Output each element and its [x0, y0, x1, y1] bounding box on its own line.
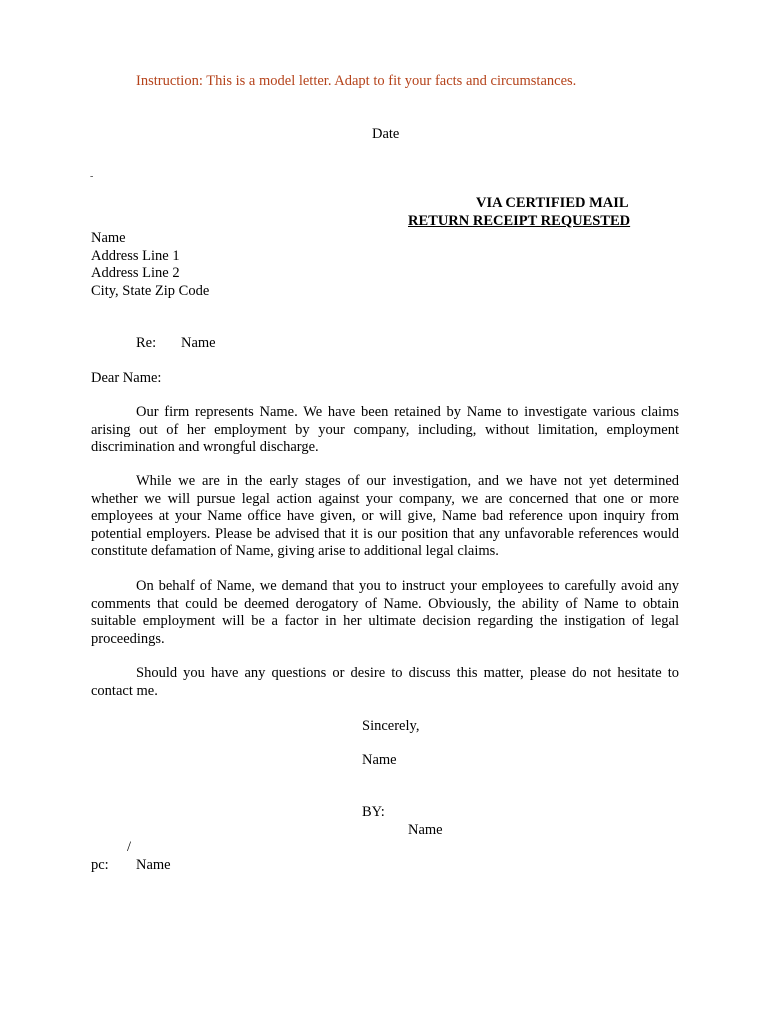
body-paragraph: While we are in the early stages of our investigation, and we have not yet determined whether we will pursue legal action against your company, we are concerned that one or more employees at your Name office have given, or will give, Name bad reference upon inquiry from potential employers. Please be advised that it is our position that any unfavorable references would constitute defamation of Name, giving arise to additional legal claims.: [91, 473, 679, 559]
delivery-method: VIA CERTIFIED MAIL: [476, 195, 629, 211]
letter-date: Date: [372, 126, 400, 142]
re-label: Re:: [136, 335, 157, 351]
delivery-receipt: RETURN RECEIPT REQUESTED: [408, 213, 631, 229]
body-paragraph: Our firm represents Name. We have been retained by Name to investigate various claims arising out of her employment by your company, including, without limitation, employment discrimination and wrongful discharge.: [91, 404, 679, 455]
closing-by-label: BY:: [362, 804, 385, 820]
recipient-address-line-2: Address Line 2: [91, 265, 180, 281]
instruction-note: Instruction: This is a model letter. Adapt to fit your facts and circumstances.: [136, 73, 577, 89]
closing-firm-name: Name: [362, 752, 397, 768]
dash-mark: -: [90, 171, 94, 182]
initials-slash: /: [127, 839, 132, 855]
recipient-address-line-1: Address Line 1: [91, 248, 180, 264]
pc-value: Name: [136, 857, 171, 873]
recipient-name: Name: [91, 230, 126, 246]
pc-label: pc:: [91, 857, 109, 873]
re-value: Name: [181, 335, 216, 351]
closing-signer-name: Name: [408, 822, 443, 838]
salutation: Dear Name:: [91, 370, 162, 386]
body-paragraph: On behalf of Name, we demand that you to instruct your employees to carefully avoid any comments that could be deemed derogatory of Name. Obviously, the ability of Name to obtain suitable employment will be a factor in her ultimate decision regarding the instigation of legal proceedings.: [91, 578, 679, 647]
recipient-city-state-zip: City, State Zip Code: [91, 283, 210, 299]
closing-sincerely: Sincerely,: [362, 718, 420, 734]
body-paragraph: Should you have any questions or desire to discuss this matter, please do not hesitate to contact me.: [91, 665, 679, 699]
